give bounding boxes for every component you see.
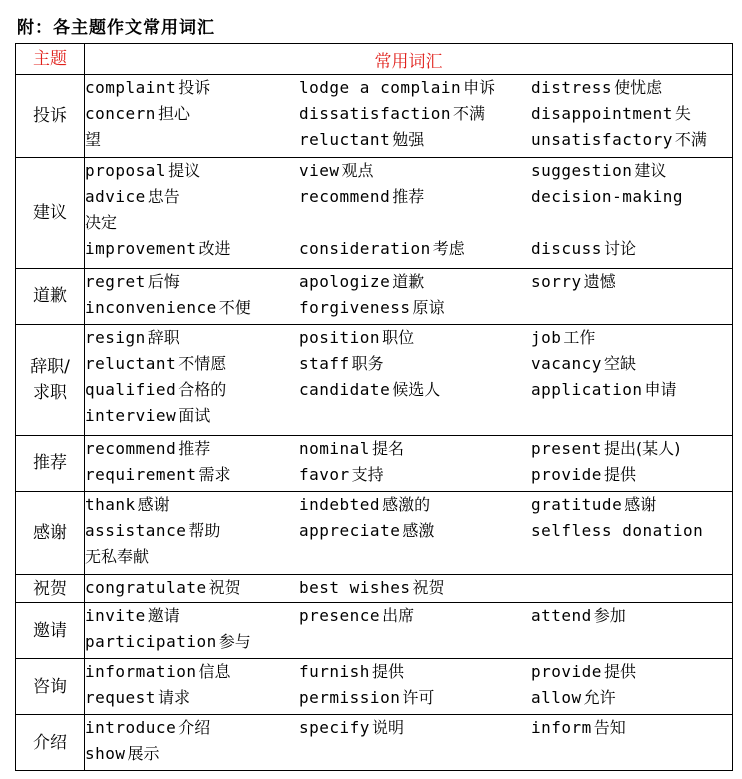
chinese-meaning: 道歉: [392, 272, 425, 292]
chinese-meaning: 合格的: [178, 379, 227, 399]
chinese-meaning: 勉强: [392, 130, 425, 149]
chinese-meaning: 请求: [157, 688, 190, 708]
vocab-line: [85, 575, 732, 601]
vocab-entry: [85, 436, 210, 462]
vocab-line: [85, 295, 732, 321]
vocab-line: [85, 236, 732, 262]
chinese-meaning: 辞职: [147, 327, 180, 347]
english-term: sorry: [531, 272, 582, 292]
chinese-meaning: 改进: [198, 239, 231, 259]
english-term: best wishes: [299, 577, 411, 597]
chinese-meaning: 提出(某人): [603, 438, 681, 458]
topic-label: 道歉: [33, 286, 67, 307]
vocab-cell: [85, 324, 733, 435]
english-term: complaint: [85, 78, 177, 97]
english-term: candidate: [299, 379, 391, 399]
vocab-entry: [85, 741, 160, 767]
english-term: participation: [85, 632, 217, 652]
english-term: decision-making: [531, 187, 683, 207]
vocab-entry: [299, 325, 414, 351]
vocab-line: [85, 492, 732, 518]
table-row: [16, 269, 733, 325]
english-term: application: [531, 379, 643, 399]
english-term: job: [531, 327, 562, 347]
english-term: provide: [531, 662, 602, 682]
vocab-entry: [299, 436, 404, 462]
chinese-meaning: 允许: [583, 688, 616, 708]
vocab-cell: [85, 75, 733, 158]
topic-cell: [16, 75, 85, 158]
vocab-entry: [85, 685, 190, 711]
english-term: apologize: [299, 272, 391, 292]
vocab-entry: [85, 518, 220, 544]
english-term: congratulate: [85, 577, 207, 597]
english-term: selfless donation: [531, 520, 704, 540]
chinese-meaning: 使忧虑: [614, 78, 663, 97]
vocab-line: [85, 75, 732, 101]
vocab-entry: [85, 462, 230, 488]
vocab-line: [85, 685, 732, 711]
topic-label: 邀请: [33, 620, 67, 641]
vocab-entry: [85, 403, 210, 429]
topic-cell: [16, 435, 85, 491]
chinese-meaning: 介绍: [178, 718, 211, 738]
chinese-meaning: 信息: [198, 662, 231, 682]
vocab-entry: [299, 158, 374, 184]
chinese-meaning: 感激的: [382, 494, 431, 514]
vocab-entry: [85, 184, 180, 210]
english-term: staff: [299, 353, 350, 373]
vocab-line: [85, 351, 732, 377]
chinese-meaning: 担心: [157, 104, 190, 123]
chinese-meaning: 候选人: [392, 379, 441, 399]
chinese-meaning: 不满: [674, 130, 707, 149]
topic-cell: [16, 574, 85, 602]
vocab-entry: [531, 518, 705, 544]
english-term: suggestion: [531, 161, 633, 181]
vocab-entry: [299, 685, 434, 711]
english-term: concern: [85, 104, 156, 123]
english-term: improvement: [85, 239, 197, 259]
chinese-meaning: 提供: [603, 662, 636, 682]
vocab-entry: [531, 377, 676, 403]
topic-label: 辞职/: [30, 356, 70, 377]
vocab-entry: [299, 518, 434, 544]
vocab-line: [85, 603, 732, 629]
english-term: thank: [85, 494, 136, 514]
english-term: qualified: [85, 379, 177, 399]
vocab-line: [85, 210, 732, 236]
vocab-entry: [299, 492, 430, 518]
vocab-entry: [531, 492, 656, 518]
chinese-meaning: 投诉: [178, 78, 211, 97]
vocab-entry: [299, 575, 444, 601]
english-term: furnish: [299, 662, 370, 682]
chinese-meaning: 提供: [371, 662, 404, 682]
chinese-meaning: 提议: [168, 161, 201, 181]
chinese-meaning: 许可: [402, 688, 435, 708]
topic-label: 祝贺: [33, 578, 67, 599]
chinese-meaning: 决定: [85, 213, 118, 233]
chinese-meaning: 不情愿: [178, 353, 227, 373]
vocab-entry: [531, 75, 662, 101]
chinese-meaning: 祝贺: [208, 577, 241, 597]
vocab-line: [85, 629, 732, 655]
english-term: interview: [85, 405, 177, 425]
topic-label: 建议: [33, 203, 67, 224]
vocab-cell: [85, 603, 733, 659]
vocab-entry: [531, 325, 595, 351]
english-term: reluctant: [85, 353, 177, 373]
vocab-column-header: 常用词汇: [85, 44, 733, 75]
vocab-entry: [85, 295, 251, 321]
chinese-meaning: 原谅: [412, 298, 445, 318]
vocab-entry: [299, 127, 424, 153]
chinese-meaning: 支持: [351, 464, 384, 484]
vocab-line: [85, 184, 732, 210]
vocab-entry: [299, 659, 404, 685]
english-term: lodge a complain: [299, 78, 462, 97]
chinese-meaning: 面试: [178, 405, 211, 425]
vocab-entry: [531, 158, 666, 184]
table-header-row: [16, 44, 733, 75]
vocab-line: [85, 158, 732, 184]
table-row: [16, 603, 733, 659]
english-term: specify: [299, 718, 370, 738]
vocab-line: [85, 127, 732, 153]
english-term: resign: [85, 327, 146, 347]
english-term: view: [299, 161, 340, 181]
table-row: [16, 574, 733, 602]
english-term: unsatisfactory: [531, 130, 673, 149]
vocab-line: [85, 659, 732, 685]
table-row: [16, 491, 733, 574]
vocab-entry: [299, 236, 465, 262]
vocab-entry: [299, 184, 424, 210]
vocabulary-table: [15, 43, 733, 771]
chinese-meaning: 望: [85, 130, 102, 149]
english-term: advice: [85, 187, 146, 207]
chinese-meaning: 申诉: [463, 78, 496, 97]
vocab-line: [85, 325, 732, 351]
table-row: [16, 659, 733, 715]
chinese-meaning: 需求: [198, 464, 231, 484]
vocab-line: [85, 377, 732, 403]
chinese-meaning: 建议: [634, 161, 667, 181]
english-term: assistance: [85, 520, 187, 540]
vocab-cell: [85, 659, 733, 715]
english-term: invite: [85, 606, 146, 626]
topic-cell: [16, 158, 85, 269]
vocab-entry: [85, 269, 180, 295]
chinese-meaning: 感谢: [624, 494, 657, 514]
english-term: consideration: [299, 239, 431, 259]
english-term: proposal: [85, 161, 167, 181]
vocab-entry: [299, 462, 384, 488]
chinese-meaning: 参与: [218, 632, 251, 652]
vocab-entry: [531, 603, 626, 629]
chinese-meaning: 提名: [371, 438, 404, 458]
english-term: provide: [531, 464, 602, 484]
chinese-meaning: 提供: [603, 464, 636, 484]
vocab-line: [85, 715, 732, 741]
english-term: permission: [299, 688, 401, 708]
vocab-entry: [531, 236, 636, 262]
table-row: [16, 435, 733, 491]
english-term: dissatisfaction: [299, 104, 451, 123]
chinese-meaning: 感激: [402, 520, 435, 540]
vocab-entry: [299, 295, 444, 321]
chinese-meaning: 展示: [127, 744, 160, 764]
vocab-entry: [299, 75, 495, 101]
vocab-entry: [531, 715, 626, 741]
english-term: presence: [299, 606, 381, 626]
chinese-meaning: 职位: [382, 327, 415, 347]
english-term: indebted: [299, 494, 381, 514]
vocab-entry: [531, 685, 616, 711]
topic-cell: [16, 324, 85, 435]
vocab-entry: [85, 575, 241, 601]
table-row: [16, 75, 733, 158]
chinese-meaning: 申请: [644, 379, 677, 399]
chinese-meaning: 说明: [371, 718, 404, 738]
table-row: [16, 158, 733, 269]
vocab-entry: [85, 492, 170, 518]
chinese-meaning: 出席: [382, 606, 415, 626]
english-term: discuss: [531, 239, 602, 259]
chinese-meaning: 不便: [218, 298, 251, 318]
chinese-meaning: 观点: [341, 161, 374, 181]
topic-column-header: 主题: [16, 44, 85, 75]
chinese-meaning: 告知: [593, 718, 626, 738]
chinese-meaning: 后悔: [147, 272, 180, 292]
vocab-entry: [299, 269, 424, 295]
vocab-entry: [299, 101, 485, 127]
english-term: inform: [531, 718, 592, 738]
english-term: present: [531, 438, 602, 458]
chinese-meaning: 邀请: [147, 606, 180, 626]
chinese-meaning: 推荐: [178, 438, 211, 458]
vocab-entry: [531, 101, 691, 127]
vocab-entry: [85, 127, 101, 153]
chinese-meaning: 工作: [563, 327, 596, 347]
english-term: distress: [531, 78, 613, 97]
topic-label: 咨询: [33, 676, 67, 697]
topic-label: 推荐: [33, 453, 67, 474]
english-term: information: [85, 662, 197, 682]
vocab-entry: [299, 377, 440, 403]
english-term: disappointment: [531, 104, 673, 123]
vocab-cell: [85, 435, 733, 491]
english-term: request: [85, 688, 156, 708]
vocab-cell: [85, 491, 733, 574]
english-term: reluctant: [299, 130, 391, 149]
english-term: forgiveness: [299, 298, 411, 318]
chinese-meaning: 推荐: [392, 187, 425, 207]
vocab-entry: [85, 377, 226, 403]
topic-cell: [16, 491, 85, 574]
vocab-entry: [85, 75, 210, 101]
topic-label: 感谢: [33, 522, 67, 543]
vocab-entry: [531, 184, 685, 210]
vocab-line: [85, 101, 732, 127]
vocab-entry: [85, 210, 117, 236]
english-term: gratitude: [531, 494, 623, 514]
english-term: recommend: [299, 187, 391, 207]
vocab-entry: [85, 101, 190, 127]
english-term: favor: [299, 464, 350, 484]
chinese-meaning: 感谢: [137, 494, 170, 514]
vocab-line: [85, 462, 732, 488]
vocab-entry: [531, 436, 680, 462]
vocab-cell: [85, 715, 733, 771]
vocab-entry: [531, 269, 616, 295]
topic-cell: [16, 659, 85, 715]
table-row: [16, 324, 733, 435]
topic-cell: [16, 715, 85, 771]
vocab-entry: [299, 715, 404, 741]
vocab-entry: [531, 127, 707, 153]
vocab-entry: [299, 603, 414, 629]
english-term: attend: [531, 606, 592, 626]
chinese-meaning: 空缺: [603, 353, 636, 373]
english-term: allow: [531, 688, 582, 708]
topic-cell: [16, 269, 85, 325]
topic-label: 投诉: [33, 106, 67, 127]
vocab-entry: [299, 351, 384, 377]
page-title: 附：各主题作文常用词汇: [17, 18, 215, 38]
vocab-line: [85, 544, 732, 570]
english-term: nominal: [299, 438, 370, 458]
topic-label: 求职: [33, 382, 67, 403]
vocab-entry: [85, 544, 149, 570]
vocab-line: [85, 269, 732, 295]
vocab-entry: [531, 351, 636, 377]
english-term: requirement: [85, 464, 197, 484]
chinese-meaning: 不满: [453, 104, 486, 123]
vocab-entry: [85, 158, 200, 184]
table-row: [16, 715, 733, 771]
chinese-meaning: 祝贺: [412, 577, 445, 597]
english-term: inconvenience: [85, 298, 217, 318]
vocab-entry: [85, 325, 180, 351]
chinese-meaning: 忠告: [147, 187, 180, 207]
vocab-entry: [85, 603, 180, 629]
english-term: recommend: [85, 438, 177, 458]
chinese-meaning: 无私奉献: [85, 546, 150, 566]
chinese-meaning: 失: [674, 104, 691, 123]
vocab-cell: [85, 269, 733, 325]
chinese-meaning: 职务: [351, 353, 384, 373]
chinese-meaning: 帮助: [188, 520, 221, 540]
vocab-entry: [531, 659, 636, 685]
vocab-entry: [85, 236, 230, 262]
english-term: appreciate: [299, 520, 401, 540]
vocab-entry: [85, 715, 210, 741]
topic-cell: [16, 603, 85, 659]
vocab-cell: [85, 158, 733, 269]
english-term: introduce: [85, 718, 177, 738]
english-term: position: [299, 327, 381, 347]
vocab-line: [85, 403, 732, 429]
chinese-meaning: 讨论: [603, 239, 636, 259]
vocab-cell: [85, 574, 733, 602]
english-term: regret: [85, 272, 146, 292]
vocab-entry: [85, 659, 230, 685]
vocab-line: [85, 436, 732, 462]
english-term: vacancy: [531, 353, 602, 373]
vocab-entry: [531, 462, 636, 488]
chinese-meaning: 参加: [593, 606, 626, 626]
topic-label: 介绍: [33, 732, 67, 753]
chinese-meaning: 遗憾: [583, 272, 616, 292]
vocab-line: [85, 518, 732, 544]
vocab-entry: [85, 629, 251, 655]
english-term: show: [85, 744, 126, 764]
vocab-line: [85, 741, 732, 767]
vocab-entry: [85, 351, 226, 377]
chinese-meaning: 考虑: [432, 239, 465, 259]
